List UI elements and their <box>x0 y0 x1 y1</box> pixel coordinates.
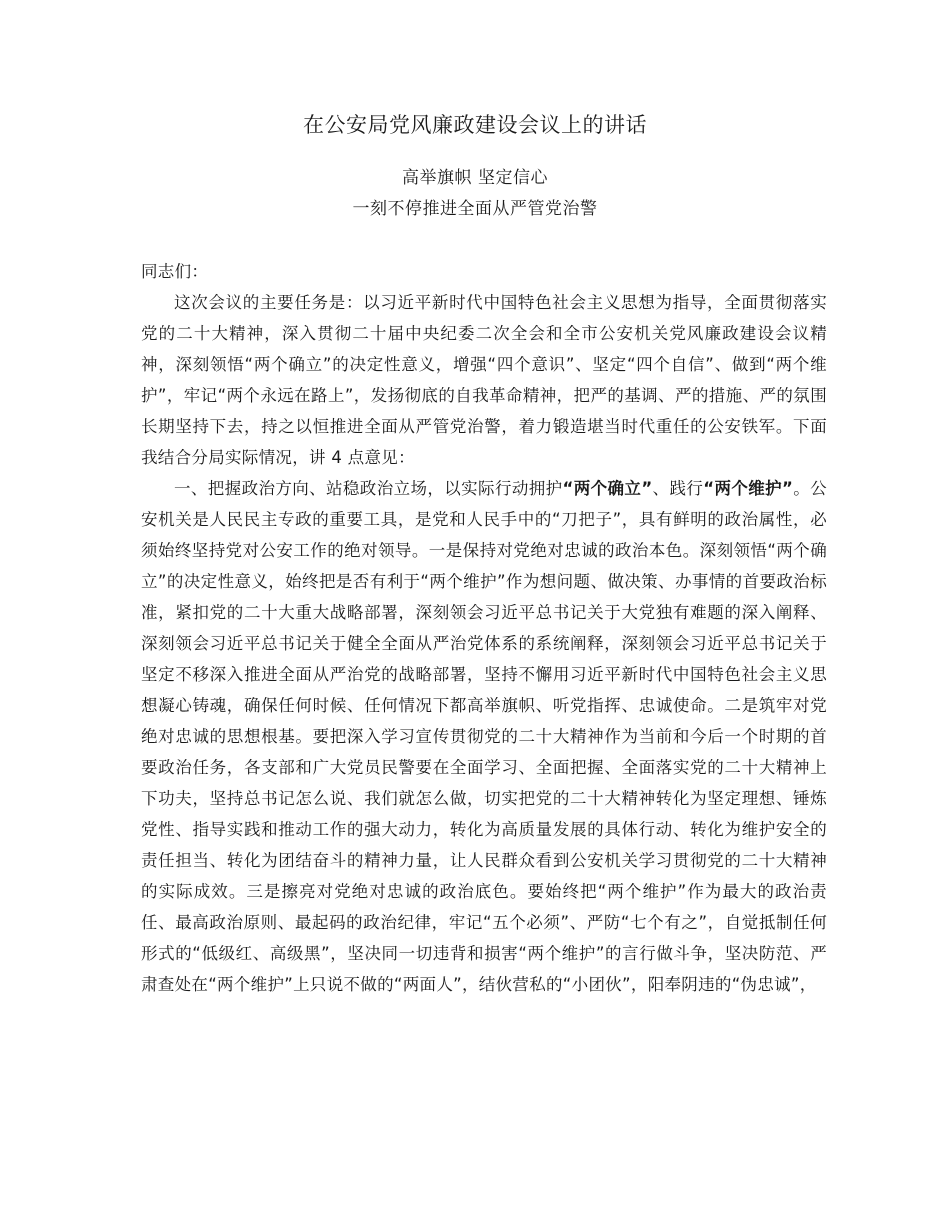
paragraph-2-text-a: 一、把握政治方向、站稳政治立场，以实际行动拥护 <box>174 479 563 498</box>
paragraph-1: 这次会议的主要任务是：以习近平新时代中国特色社会主义思想为指导，全面贯彻落实党的二十大精神，深入贯彻二十届中央纪委二次全会和全市公安机关党风廉政建设会议精神，深刻领悟“两个确立”的决定性意义，增强“四个意识”、坚定“四个自信”、做到“两个维护”，牢记“两个永远在路上”，发扬彻底的自我革命精神，把严的基调、严的措施、严的氛围长期坚持下去，持之以恒推进全面从严管党治警，着力锻造堪当时代重任的公安铁军。下面我结合分局实际情况，讲 4 点意见： <box>141 293 827 467</box>
paragraph-2 <box>141 473 827 1000</box>
paragraph-2-text-c: 。公安机关是人民民主专政的重要工具，是党和人民手中的“刀把子”，具有鲜明的政治属性，必须始终坚持党对公安工作的绝对领导。一是保持对党绝对忠诚的政治本色。深刻领悟“两个确立”的决定性意义，始终把是否有利于“两个维护”作为想问题、做决策、办事情的首要政治标准，紧扣党的二十大重大战略部署，深刻领会习近平总书记关于大党独有难题的深入阐释、深刻领会习近平总书记关于健全全面从严治党体系的系统阐释，深刻领会习近平总书记关于坚定不移深入推进全面从严治党的战略部署，坚持不懈用习近平新时代中国特色社会主义思想凝心铸魂，确保任何时候、任何情况下都高举旗帜、听党指挥、忠诚使命。二是筑牢对党绝对忠诚的思想根基。要把深入学习宣传贯彻党的二十大精神作为当前和今后一个时期的首要政治任务，各支部和广大党员民警要在全面学习、全面把握、全面落实党的二十大精神上下功夫，坚持总书记怎么说、我们就怎么做，切实把党的二十大精神转化为坚定理想、锤炼党性、指导实践和推动工作的强大动力，转化为高质量发展的具体行动、转化为维护安全的责任担当、转化为团结奋斗的精神力量，让人民群众看到公安机关学习贯彻党的二十大精神的实际成效。三是擦亮对党绝对忠诚的政治底色。要始终把“两个维护”作为最大的政治责任、最高政治原则、最起码的政治纪律，牢记“五个必须”、严防“七个有之”，自觉抵制任何形式的“低级红、高级黑”，坚决同一切违背和损害“两个维护”的言行做斗争，坚决防范、严肃查处在“两个维护”上只说不做的“两面人”，结伙营私的“小团伙”，阳奉阴违的“伪忠诚”， <box>141 479 827 994</box>
document-title: 在公安局党风廉政建设会议上的讲话 <box>303 113 647 137</box>
subtitle-line-2: 一刻不停推进全面从严管党治警 <box>352 199 598 219</box>
paragraph-2-text-b: 、践行 <box>652 479 704 498</box>
body-text <box>141 256 827 1000</box>
subtitle-line-1: 高举旗帜 坚定信心 <box>402 168 548 188</box>
paragraph-2-bold-b: “两个维护” <box>703 479 794 498</box>
paragraph-2-bold-a: “两个确立” <box>562 479 653 498</box>
salutation: 同志们： <box>141 262 209 281</box>
